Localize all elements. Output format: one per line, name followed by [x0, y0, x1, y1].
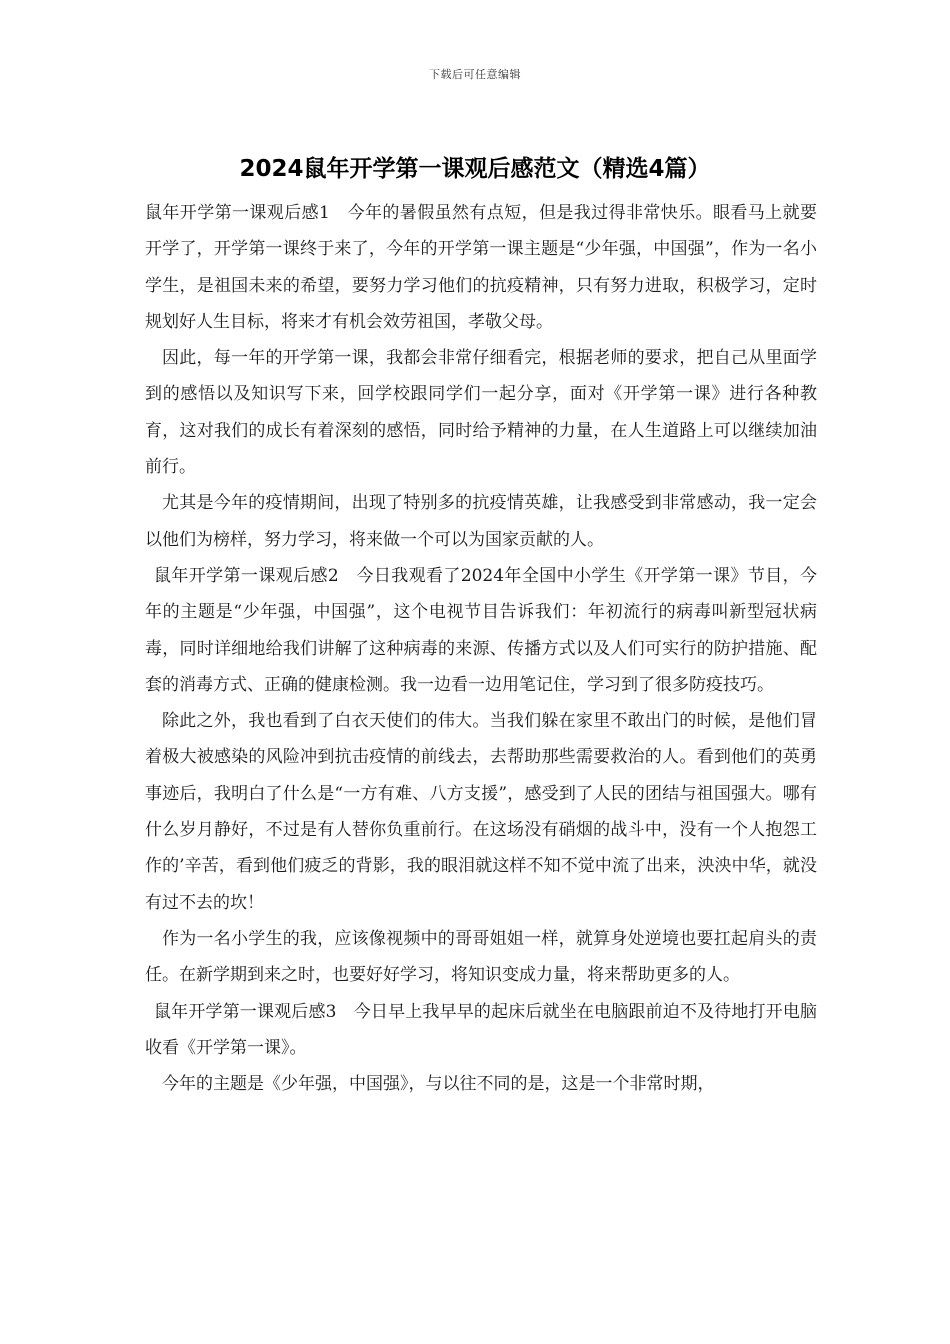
paragraph-7: 鼠年开学第一课观后感3 今日早上我早早的起床后就坐在电脑跟前迫不及待地打开电脑收看《开学第一课》。: [145, 1001, 817, 1058]
paragraph-3: 尤其是今年的疫情期间，出现了特别多的抗疫情英雄，让我感受到非常感动，我一定会以他们为榜样，努力学习，将来做一个可以为国家贡献的人。: [145, 493, 817, 550]
page-header-note: 下载后可任意编辑: [429, 68, 521, 81]
paragraph-8: 今年的主题是《少年强，中国强》，与以往不同的是，这是一个非常时期，: [162, 1074, 715, 1095]
paragraph-6: 作为一名小学生的我，应该像视频中的哥哥姐姐一样，就算身处逆境也要扛起肩头的责任。在新学期到来之时，也要好好学习，将知识变成力量，将来帮助更多的人。: [145, 928, 817, 986]
paragraph-5: 除此之外，我也看到了白衣天使们的伟大。当我们躲在家里不敢出门的时候，是他们冒着极大被感染的风险冲到抗击疫情的前线去，去帮助那些需要救治的人。看到他们的英勇事迹后，我明白了什么是“一方有难、八方支援”，感受到了人民的团结与祖国强大。哪有什么岁月静好，不过是有人替你负重前行。在这场没有硝烟的战斗中，没有一个人抱怨工作的’辛苦，看到他们疲乏的背影，我的眼泪就这样不知不觉中流了出来，泱泱中华，就没有过不去的坎！: [145, 711, 817, 913]
document-body: [145, 195, 817, 1102]
paragraph-2: 因此，每一年的开学第一课，我都会非常仔细看完，根据老师的要求，把自己从里面学到的感悟以及知识写下来，回学校跟同学们一起分享，面对《开学第一课》进行各种教育，这对我们的成长有着深刻的感悟，同时给予精神的力量，在人生道路上可以继续加油前行。: [145, 348, 817, 478]
paragraph-1: 鼠年开学第一课观后感1 今年的暑假虽然有点短，但是我过得非常快乐。眼看马上就要开学了，开学第一课终于来了，今年的开学第一课主题是“少年强，中国强”，作为一名小学生，是祖国未来的希望，要努力学习他们的抗疫精神，只有努力进取，积极学习，定时规划好人生目标，将来才有机会效劳祖国，孝敬父母。: [145, 203, 817, 332]
paragraph-4: 鼠年开学第一课观后感2 今日我观看了2024年全国中小学生《开学第一课》节目，今年的主题是“少年强，中国强”，这个电视节目告诉我们：年初流行的病毒叫新型冠状病毒，同时详细地给我们讲解了这种病毒的来源、传播方式以及人们可实行的防护措施、配套的消毒方式、正确的健康检测。我一边看一边用笔记住，学习到了很多防疫技巧。: [145, 565, 817, 695]
document-title: 2024鼠年开学第一课观后感范文（精选4篇）: [239, 156, 711, 182]
